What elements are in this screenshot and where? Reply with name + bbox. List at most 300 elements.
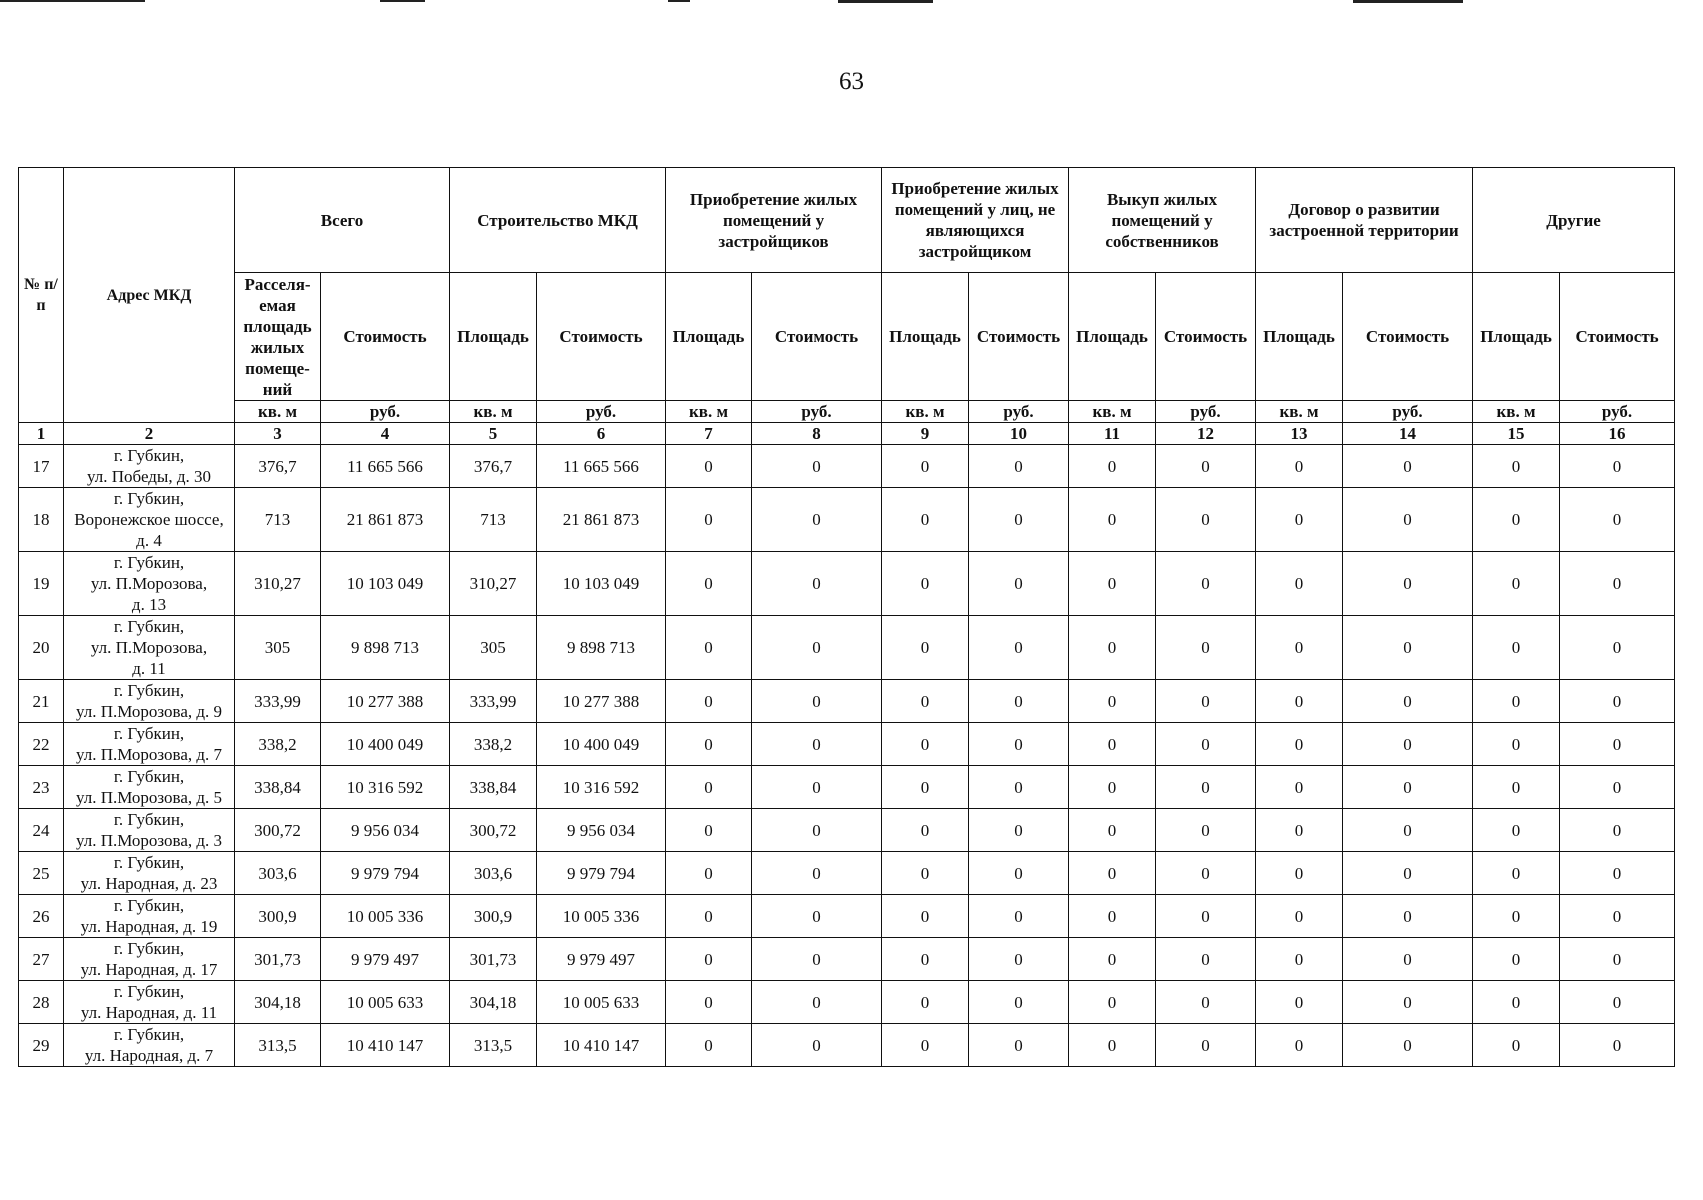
address-line: г. Губкин,: [113, 982, 185, 1001]
area-value: 304,18: [450, 981, 537, 1024]
area-value: 0: [1069, 1024, 1156, 1067]
cost-value: 0: [752, 1024, 882, 1067]
area-value: 0: [1069, 766, 1156, 809]
cost-value: 0: [1156, 766, 1256, 809]
cost-value: 0: [1156, 895, 1256, 938]
area-value: 301,73: [450, 938, 537, 981]
area-value: 0: [1069, 938, 1156, 981]
cost-value: 0: [1156, 488, 1256, 552]
area-value: 376,7: [235, 445, 321, 488]
area-value: 0: [666, 616, 752, 680]
cost-value: 10 103 049: [321, 552, 450, 616]
cost-value: 0: [969, 852, 1069, 895]
header-ploshchad: Площадь: [1256, 273, 1343, 401]
unit-area: кв. м: [450, 401, 537, 423]
unit-money: руб.: [1560, 401, 1675, 423]
cost-value: 9 898 713: [321, 616, 450, 680]
cost-value: 0: [969, 981, 1069, 1024]
cost-value: 9 956 034: [537, 809, 666, 852]
address-line: г. Губкин,: [113, 553, 185, 572]
cost-value: 10 277 388: [537, 680, 666, 723]
table-row: [19, 981, 1675, 1024]
area-value: 0: [1256, 445, 1343, 488]
cost-value: 0: [752, 445, 882, 488]
cost-value: 21 861 873: [537, 488, 666, 552]
cost-value: 0: [1560, 1024, 1675, 1067]
address-line: г. Губкин,: [113, 1025, 185, 1044]
area-value: 376,7: [450, 445, 537, 488]
address-cell: [64, 1024, 235, 1067]
address-cell: [64, 895, 235, 938]
header-stoimost: Стоимость: [1156, 273, 1256, 401]
cost-value: 0: [1156, 938, 1256, 981]
area-value: 300,9: [235, 895, 321, 938]
area-value: 0: [1256, 488, 1343, 552]
unit-area: кв. м: [1069, 401, 1156, 423]
cost-value: 0: [752, 938, 882, 981]
header-ploshchad: Площадь: [1069, 273, 1156, 401]
column-number: 8: [752, 423, 882, 445]
cost-value: 0: [969, 680, 1069, 723]
area-value: 0: [1069, 809, 1156, 852]
area-value: 0: [1256, 852, 1343, 895]
area-value: 0: [666, 938, 752, 981]
area-value: 0: [666, 766, 752, 809]
row-number: 20: [19, 616, 64, 680]
area-value: 0: [1473, 852, 1560, 895]
area-value: 310,27: [235, 552, 321, 616]
area-value: 0: [1069, 488, 1156, 552]
cost-value: 0: [1560, 938, 1675, 981]
area-value: 0: [1473, 680, 1560, 723]
header-stoimost: Стоимость: [752, 273, 882, 401]
header-group-priobretenie-lits: Приобретение жилых помещений у лиц, не являющихся застройщиком: [882, 168, 1069, 273]
area-value: 0: [1473, 981, 1560, 1024]
cost-value: 0: [1156, 1024, 1256, 1067]
page-number: 63: [839, 68, 864, 95]
address-cell: [64, 616, 235, 680]
cost-value: 0: [1343, 488, 1473, 552]
area-value: 0: [882, 723, 969, 766]
area-value: 0: [666, 445, 752, 488]
table-row: [19, 680, 1675, 723]
cost-value: 10 410 147: [537, 1024, 666, 1067]
header-group-vykup: Выкуп жилых помещений у собственников: [1069, 168, 1256, 273]
header-ploshchad: Площадь: [450, 273, 537, 401]
area-value: 0: [1256, 895, 1343, 938]
area-value: 0: [666, 852, 752, 895]
address-line: г. Губкин,: [113, 681, 185, 700]
cost-value: 0: [1343, 809, 1473, 852]
area-value: 300,72: [235, 809, 321, 852]
area-value: 0: [1256, 766, 1343, 809]
address-line: ул. Народная, д. 17: [80, 960, 218, 979]
address-line: г. Губкин,: [113, 896, 185, 915]
area-value: 338,2: [235, 723, 321, 766]
header-group-vsego: Всего: [235, 168, 450, 273]
cost-value: 0: [969, 616, 1069, 680]
cost-value: 0: [1560, 895, 1675, 938]
housing-relocation-table: [18, 167, 1675, 1067]
area-value: 0: [1473, 1024, 1560, 1067]
address-line: Воронежское шоссе,: [74, 510, 224, 529]
area-value: 0: [1473, 809, 1560, 852]
address-line: г. Губкин,: [113, 724, 185, 743]
cost-value: 0: [1343, 766, 1473, 809]
cost-value: 0: [752, 852, 882, 895]
area-value: 713: [450, 488, 537, 552]
unit-area: кв. м: [666, 401, 752, 423]
cost-value: 10 005 633: [537, 981, 666, 1024]
area-value: 0: [1473, 616, 1560, 680]
cost-value: 0: [752, 680, 882, 723]
area-value: 0: [1069, 895, 1156, 938]
area-value: 0: [666, 552, 752, 616]
header-stoimost: Стоимость: [1343, 273, 1473, 401]
table-row: [19, 552, 1675, 616]
unit-area: кв. м: [1256, 401, 1343, 423]
cost-value: 9 979 497: [321, 938, 450, 981]
address-line: г. Губкин,: [113, 853, 185, 872]
table-row: [19, 852, 1675, 895]
area-value: 0: [666, 981, 752, 1024]
cost-value: 0: [1343, 723, 1473, 766]
area-value: 313,5: [235, 1024, 321, 1067]
row-number: 28: [19, 981, 64, 1024]
cost-value: 10 005 633: [321, 981, 450, 1024]
cost-value: 0: [1343, 616, 1473, 680]
area-value: 303,6: [235, 852, 321, 895]
area-value: 0: [1256, 616, 1343, 680]
header-stoimost: Стоимость: [537, 273, 666, 401]
cost-value: 21 861 873: [321, 488, 450, 552]
row-number: 17: [19, 445, 64, 488]
cost-value: 0: [752, 809, 882, 852]
cost-value: 0: [1156, 680, 1256, 723]
address-cell: [64, 981, 235, 1024]
unit-money: руб.: [1156, 401, 1256, 423]
unit-money: руб.: [1343, 401, 1473, 423]
address-line: г. Губкин,: [113, 939, 185, 958]
address-line: ул. П.Морозова, д. 5: [75, 788, 223, 807]
address-cell: [64, 766, 235, 809]
area-value: 0: [1473, 723, 1560, 766]
column-number: 1: [19, 423, 64, 445]
address-line: г. Губкин,: [113, 617, 185, 636]
area-value: 0: [1473, 938, 1560, 981]
cost-value: 0: [752, 895, 882, 938]
area-value: 0: [666, 723, 752, 766]
address-line: ул. П.Морозова, д. 9: [75, 702, 223, 721]
cost-value: 0: [1156, 981, 1256, 1024]
table-row: [19, 723, 1675, 766]
area-value: 305: [235, 616, 321, 680]
address-cell: [64, 680, 235, 723]
header-stoimost: Стоимость: [1560, 273, 1675, 401]
area-value: 304,18: [235, 981, 321, 1024]
cost-value: 0: [752, 488, 882, 552]
area-value: 0: [1069, 552, 1156, 616]
column-number: 2: [64, 423, 235, 445]
address-line: ул. Народная, д. 19: [80, 917, 218, 936]
address-line: д. 4: [136, 531, 162, 550]
cost-value: 11 665 566: [537, 445, 666, 488]
cost-value: 0: [752, 616, 882, 680]
area-value: 0: [1069, 445, 1156, 488]
table-row: [19, 488, 1675, 552]
area-value: 333,99: [450, 680, 537, 723]
table-row: [19, 938, 1675, 981]
cost-value: 0: [1343, 552, 1473, 616]
header-group-dogovor: Договор о развитии застроенной территории: [1256, 168, 1473, 273]
row-number: 23: [19, 766, 64, 809]
area-value: 0: [882, 852, 969, 895]
unit-money: руб.: [969, 401, 1069, 423]
address-line: г. Губкин,: [113, 489, 185, 508]
area-value: 0: [1473, 895, 1560, 938]
cost-value: 0: [1343, 938, 1473, 981]
cost-value: 0: [1156, 445, 1256, 488]
area-value: 338,84: [235, 766, 321, 809]
column-number: 13: [1256, 423, 1343, 445]
column-number: 6: [537, 423, 666, 445]
row-number: 21: [19, 680, 64, 723]
cost-value: 0: [752, 981, 882, 1024]
area-value: 300,9: [450, 895, 537, 938]
address-line: ул. Народная, д. 23: [80, 874, 218, 893]
row-number: 26: [19, 895, 64, 938]
header-group-stroitelstvo: Строительство МКД: [450, 168, 666, 273]
address-cell: [64, 723, 235, 766]
area-value: 303,6: [450, 852, 537, 895]
unit-money: руб.: [321, 401, 450, 423]
area-value: 0: [666, 680, 752, 723]
address-line: г. Губкин,: [113, 767, 185, 786]
cost-value: 0: [1560, 809, 1675, 852]
cost-value: 0: [969, 1024, 1069, 1067]
cost-value: 0: [969, 938, 1069, 981]
cost-value: 0: [1343, 852, 1473, 895]
area-value: 0: [1256, 552, 1343, 616]
header-row-units: [19, 401, 1675, 423]
area-value: 0: [1256, 938, 1343, 981]
row-number: 27: [19, 938, 64, 981]
cost-value: 10 316 592: [321, 766, 450, 809]
row-number: 25: [19, 852, 64, 895]
row-number: 22: [19, 723, 64, 766]
header-row-groups: [19, 168, 1675, 273]
scan-artifact: [838, 0, 933, 3]
cost-value: 9 979 794: [321, 852, 450, 895]
area-value: 338,84: [450, 766, 537, 809]
cost-value: 0: [1560, 981, 1675, 1024]
header-group-priobretenie-zastr: Приобретение жилых помещений у застройщиков: [666, 168, 882, 273]
area-value: 0: [882, 1024, 969, 1067]
cost-value: 0: [969, 809, 1069, 852]
cost-value: 0: [1560, 766, 1675, 809]
column-number: 9: [882, 423, 969, 445]
table-row: [19, 809, 1675, 852]
address-cell: [64, 552, 235, 616]
address-line: ул. П.Морозова, д. 3: [75, 831, 223, 850]
scan-artifact: [0, 0, 145, 2]
row-number: 18: [19, 488, 64, 552]
unit-area: кв. м: [882, 401, 969, 423]
header-stoimost: Стоимость: [969, 273, 1069, 401]
cost-value: 0: [1560, 852, 1675, 895]
area-value: 0: [882, 616, 969, 680]
area-value: 0: [1256, 1024, 1343, 1067]
cost-value: 0: [1156, 552, 1256, 616]
cost-value: 0: [1560, 445, 1675, 488]
cost-value: 0: [969, 488, 1069, 552]
column-number: 5: [450, 423, 537, 445]
cost-value: 0: [969, 552, 1069, 616]
unit-area: кв. м: [235, 401, 321, 423]
area-value: 0: [1069, 680, 1156, 723]
area-value: 0: [1069, 723, 1156, 766]
area-value: 313,5: [450, 1024, 537, 1067]
table-row: [19, 895, 1675, 938]
column-number-row: [19, 423, 1675, 445]
area-value: 0: [882, 981, 969, 1024]
area-value: 0: [882, 445, 969, 488]
column-number: 7: [666, 423, 752, 445]
area-value: 0: [1473, 488, 1560, 552]
column-number: 3: [235, 423, 321, 445]
cost-value: 0: [969, 723, 1069, 766]
scan-artifact: [380, 0, 425, 2]
cost-value: 0: [1156, 616, 1256, 680]
scan-artifact: [1353, 0, 1463, 3]
header-row-sub: [19, 273, 1675, 401]
area-value: 0: [1256, 723, 1343, 766]
cost-value: 0: [969, 445, 1069, 488]
header-ploshchad: Площадь: [666, 273, 752, 401]
cost-value: 0: [752, 552, 882, 616]
area-value: 0: [882, 766, 969, 809]
area-value: 0: [1473, 445, 1560, 488]
column-number: 12: [1156, 423, 1256, 445]
column-number: 14: [1343, 423, 1473, 445]
cost-value: 9 979 794: [537, 852, 666, 895]
area-value: 0: [1069, 616, 1156, 680]
address-line: ул. Народная, д. 11: [80, 1003, 218, 1022]
area-value: 0: [1256, 981, 1343, 1024]
area-value: 310,27: [450, 552, 537, 616]
cost-value: 10 410 147: [321, 1024, 450, 1067]
cost-value: 0: [1343, 445, 1473, 488]
column-number: 4: [321, 423, 450, 445]
area-value: 0: [666, 809, 752, 852]
cost-value: 9 898 713: [537, 616, 666, 680]
table-row: [19, 766, 1675, 809]
area-value: 0: [666, 488, 752, 552]
cost-value: 0: [1560, 616, 1675, 680]
area-value: 0: [882, 552, 969, 616]
address-line: ул. Победы, д. 30: [87, 467, 211, 486]
unit-money: руб.: [752, 401, 882, 423]
header-group-drugie: Другие: [1473, 168, 1675, 273]
unit-area: кв. м: [1473, 401, 1560, 423]
cost-value: 0: [1560, 552, 1675, 616]
header-ploshchad: Площадь: [1473, 273, 1560, 401]
address-line: д. 13: [131, 595, 167, 614]
row-number: 29: [19, 1024, 64, 1067]
address-line: ул. П.Морозова,: [90, 574, 208, 593]
cost-value: 11 665 566: [321, 445, 450, 488]
table-row: [19, 1024, 1675, 1067]
cost-value: 10 103 049: [537, 552, 666, 616]
cost-value: 0: [1343, 981, 1473, 1024]
column-number: 10: [969, 423, 1069, 445]
area-value: 301,73: [235, 938, 321, 981]
table-row: [19, 445, 1675, 488]
address-cell: [64, 852, 235, 895]
cost-value: 10 400 049: [537, 723, 666, 766]
area-value: 333,99: [235, 680, 321, 723]
row-number: 24: [19, 809, 64, 852]
table-row: [19, 616, 1675, 680]
cost-value: 0: [969, 895, 1069, 938]
area-value: 0: [666, 1024, 752, 1067]
scan-artifact: [668, 0, 690, 2]
area-value: 0: [882, 895, 969, 938]
column-number: 16: [1560, 423, 1675, 445]
header-address: Адрес МКД: [64, 168, 235, 423]
area-value: 300,72: [450, 809, 537, 852]
cost-value: 10 400 049: [321, 723, 450, 766]
area-value: 338,2: [450, 723, 537, 766]
unit-money: руб.: [537, 401, 666, 423]
row-number: 19: [19, 552, 64, 616]
area-value: 713: [235, 488, 321, 552]
cost-value: 10 277 388: [321, 680, 450, 723]
area-value: 0: [1256, 809, 1343, 852]
cost-value: 0: [1343, 1024, 1473, 1067]
address-line: ул. Народная, д. 7: [84, 1046, 214, 1065]
area-value: 0: [1256, 680, 1343, 723]
cost-value: 0: [969, 766, 1069, 809]
header-no: № п/п: [19, 168, 64, 423]
address-line: ул. П.Морозова, д. 7: [75, 745, 223, 764]
cost-value: 0: [752, 723, 882, 766]
address-line: д. 11: [132, 659, 166, 678]
area-value: 0: [1069, 981, 1156, 1024]
cost-value: 10 005 336: [537, 895, 666, 938]
cost-value: 0: [1156, 852, 1256, 895]
cost-value: 10 316 592: [537, 766, 666, 809]
area-value: 0: [666, 895, 752, 938]
cost-value: 0: [1560, 723, 1675, 766]
area-value: 0: [882, 809, 969, 852]
cost-value: 0: [1560, 488, 1675, 552]
cost-value: 0: [1560, 680, 1675, 723]
cost-value: 9 979 497: [537, 938, 666, 981]
address-cell: [64, 938, 235, 981]
area-value: 0: [1473, 766, 1560, 809]
area-value: 305: [450, 616, 537, 680]
column-number: 15: [1473, 423, 1560, 445]
cost-value: 0: [1343, 895, 1473, 938]
cost-value: 0: [1156, 723, 1256, 766]
header-rasselyaemaya: Расселя-емая площадь жилых помеще-ний: [235, 273, 321, 401]
column-number: 11: [1069, 423, 1156, 445]
address-line: ул. П.Морозова,: [90, 638, 208, 657]
area-value: 0: [1069, 852, 1156, 895]
address-line: г. Губкин,: [113, 446, 185, 465]
cost-value: 10 005 336: [321, 895, 450, 938]
